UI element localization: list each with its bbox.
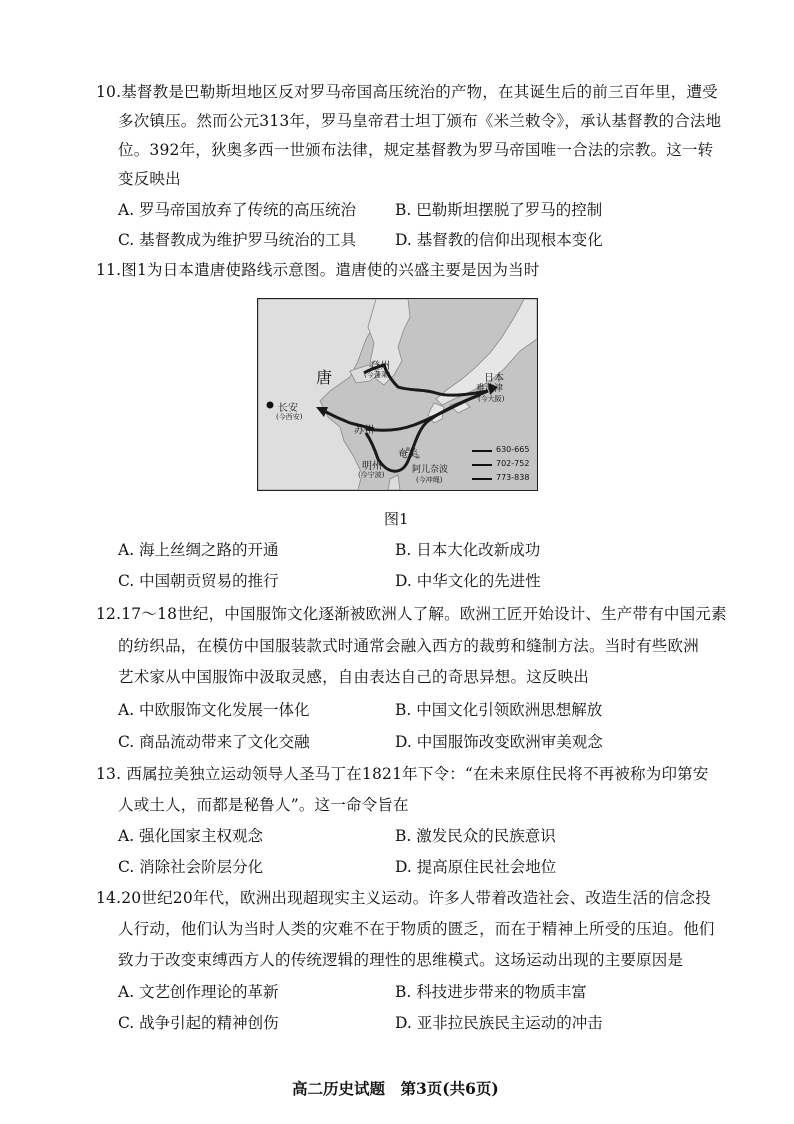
q12-stem-line-3: 艺术家从中国服饰中汲取灵感，自由表达自己的奇思异想。这反映出 (118, 668, 590, 686)
map-label-aernaiba: 阿儿奈波 (412, 465, 449, 475)
q11-stem-line-1: 11.图1为日本遣唐使路线示意图。遣唐使的兴盛主要是因为当时 (96, 261, 540, 279)
q10-option-d: D. 基督教的信仰出现根本变化 (395, 231, 603, 249)
map-label-tang: 唐 (316, 368, 333, 387)
q13-stem-line-1: 13. 西属拉美独立运动领导人圣马丁在1821年下令：“在未来原住民将不再被称为印第安 (96, 765, 709, 783)
q10-stem-line-2: 多次镇压。然而公元313年，罗马皇帝君士坦丁颁布《米兰敕令》，承认基督教的合法地 (118, 112, 722, 130)
q13-option-a: A. 强化国家主权观念 (118, 827, 264, 845)
q12-option-b: B. 中国文化引领欧洲思想解放 (395, 701, 603, 719)
q10-stem-line-4: 变反映出 (118, 170, 181, 188)
map-label-yanmei: 奄美 (398, 449, 418, 460)
q13-option-b: B. 激发民众的民族意识 (395, 827, 556, 845)
map-label-mingzhou-sub: (今宁波) (358, 471, 385, 479)
map-legend-1: 630-665 (496, 445, 530, 454)
envoy-route-map (257, 298, 538, 491)
q13-stem-line-2: 人或土人，而都是秘鲁人”。这一命令旨在 (118, 796, 409, 814)
map-label-aernaiba-sub: (今冲绳) (416, 476, 443, 484)
page-footer: 高二历史试题 第3页(共6页) (292, 1079, 499, 1098)
map-legend-3: 773-838 (496, 473, 530, 482)
q10-stem-line-3: 位。392年，狄奥多西一世颁布法律，规定基督教为罗马帝国唯一合法的宗教。这一转 (118, 141, 714, 159)
q11-option-a: A. 海上丝绸之路的开通 (118, 541, 279, 559)
q14-option-a: A. 文艺创作理论的革新 (118, 983, 279, 1001)
q14-option-c: C. 战争引起的精神创伤 (118, 1014, 279, 1032)
map-label-mingzhou: 明州 (362, 461, 382, 472)
q14-stem-line-1: 14.20世纪20年代，欧洲出现超现实主义运动。许多人带着改造社会、改造生活的信念投 (96, 889, 711, 907)
map-label-changan-sub: (今西安) (276, 413, 303, 421)
q14-stem-line-3: 致力于改变束缚西方人的传统逻辑的理性的思维模式。这场运动出现的主要原因是 (118, 951, 684, 969)
map-label-suzhou: 苏州 (354, 425, 374, 436)
q12-stem-line-2: 的纺织品，在模仿中国服装款式时通常会融入西方的裁剪和缝制方法。当时有些欧洲 (118, 637, 699, 655)
figure-caption: 图1 (384, 510, 409, 528)
q10-stem-line-1: 10.基督教是巴勒斯坦地区反对罗马帝国高压统治的产物，在其诞生后的前三百年里，遭受 (96, 83, 718, 101)
q10-option-b: B. 巴勒斯坦摆脱了罗马的控制 (395, 201, 603, 219)
q11-option-d: D. 中华文化的先进性 (395, 572, 541, 590)
map-label-dengzhou-sub: (今蓬莱) (364, 371, 391, 379)
q12-option-a: A. 中欧服饰文化发展一体化 (118, 701, 310, 719)
q12-stem-line-1: 12.17～18世纪，中国服饰文化逐渐被欧洲人了解。欧洲工匠开始设计、生产带有中国元素 (96, 605, 727, 623)
q11-option-b: B. 日本大化改新成功 (395, 541, 541, 559)
map-label-dengzhou: 登州 (370, 361, 390, 372)
q13-option-d: D. 提高原住民社会地位 (395, 858, 557, 876)
q14-stem-line-2: 人行动，他们认为当时人类的灾难不在于物质的匮乏，而在于精神上所受的压迫。他们 (118, 920, 715, 938)
q13-option-c: C. 消除社会阶层分化 (118, 858, 264, 876)
map-label-nanba: 难波津 (476, 384, 504, 394)
map-label-nanba-sub: (今大阪) (478, 395, 505, 403)
q10-option-a: A. 罗马帝国放弃了传统的高压统治 (118, 201, 357, 219)
map-label-changan: 长安 (278, 403, 298, 414)
map-legend-2: 702-752 (496, 459, 530, 468)
q12-option-d: D. 中国服饰改变欧洲审美观念 (395, 733, 603, 751)
q14-option-d: D. 亚非拉民族民主运动的冲击 (395, 1014, 603, 1032)
q12-option-c: C. 商品流动带来了文化交融 (118, 733, 310, 751)
q14-option-b: B. 科技进步带来的物质丰富 (395, 983, 587, 1001)
q11-option-c: C. 中国朝贡贸易的推行 (118, 572, 279, 590)
map-label-japan: 日本 (484, 373, 504, 384)
q10-option-c: C. 基督教成为维护罗马统治的工具 (118, 231, 357, 249)
